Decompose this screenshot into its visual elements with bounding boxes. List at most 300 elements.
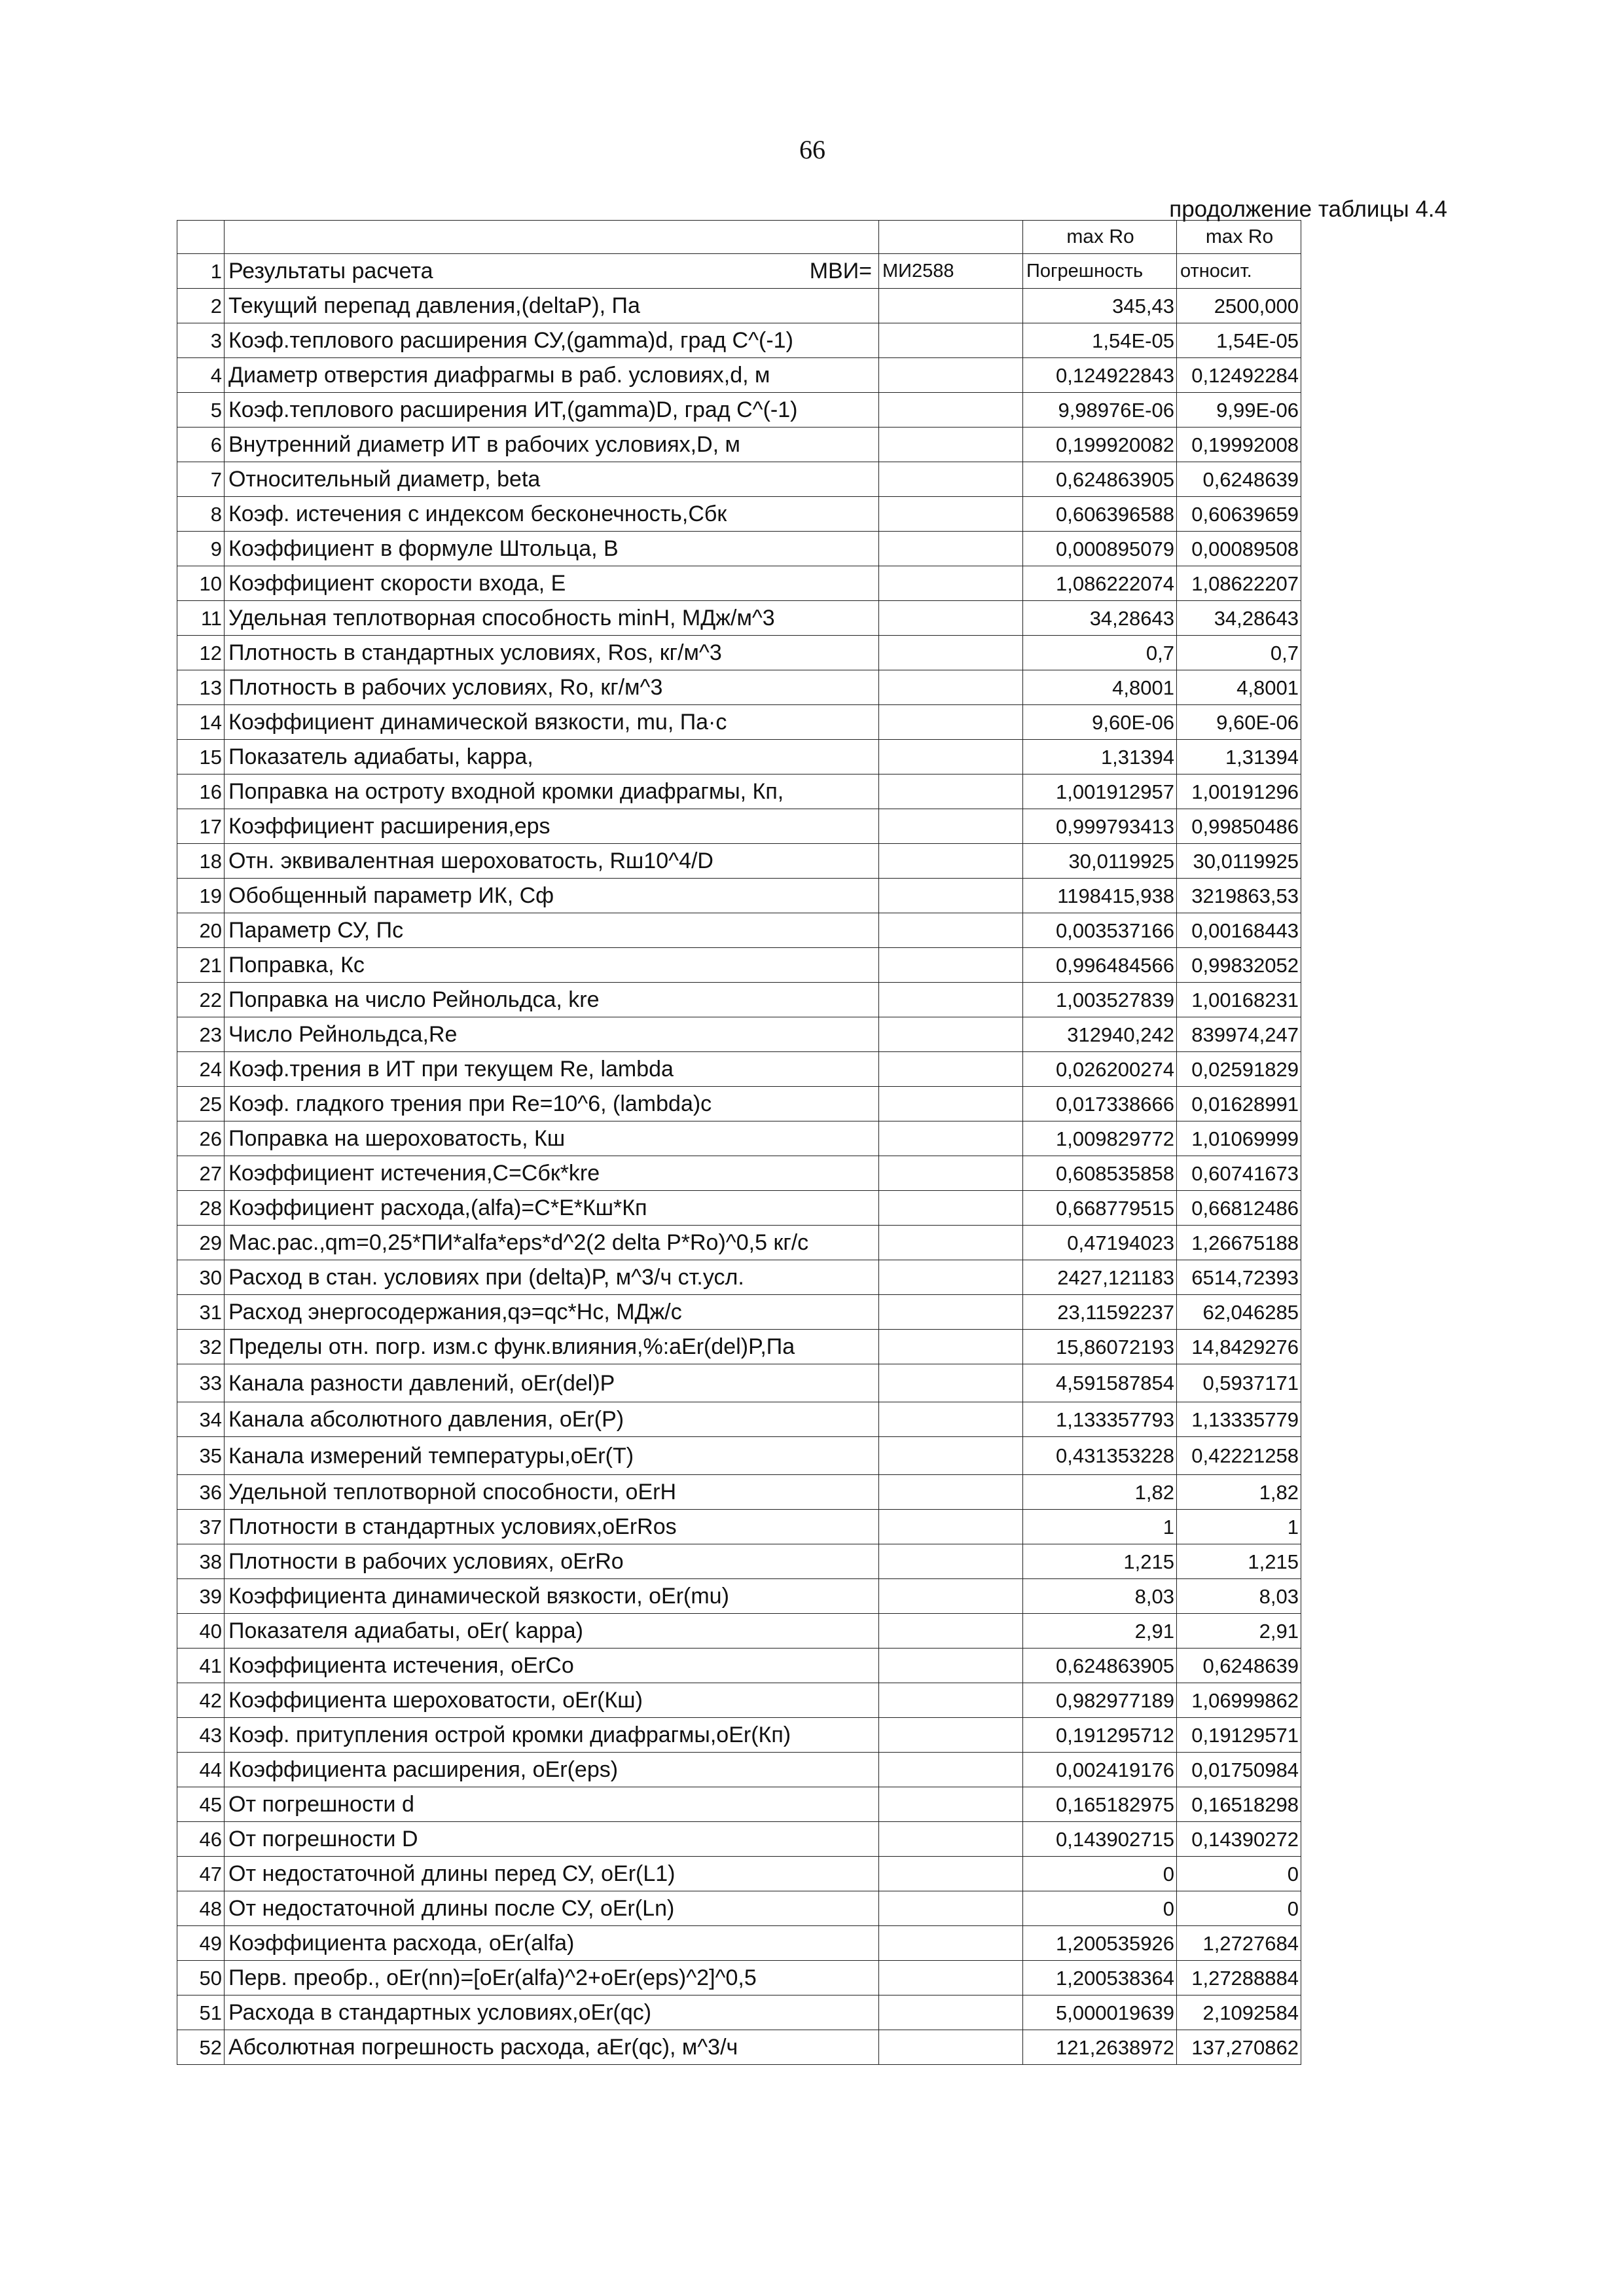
value-max-ro-a: 30,0119925 [1023,844,1177,879]
table-row [177,1226,1301,1260]
table-row [177,532,1301,566]
value-max-ro-b: 1,31394 [1177,740,1301,774]
parameter-name: Коэффициент расхода,(alfa)=С*Е*Кш*Кп [225,1191,879,1226]
value-max-ro-b: 0 [1177,1891,1301,1926]
empty-cell [879,1330,1023,1364]
table-row [177,462,1301,497]
row-index: 48 [177,1891,225,1926]
row-index: 24 [177,1052,225,1087]
parameter-name: Коэффициента расширения, oEr(eps) [225,1753,879,1787]
row-index: 43 [177,1718,225,1753]
value-max-ro-a: 0,191295712 [1023,1718,1177,1753]
table-row [177,1364,1301,1402]
value-max-ro-a: 1,82 [1023,1475,1177,1510]
empty-cell [879,1191,1023,1226]
table-row [177,393,1301,428]
table-row [177,1649,1301,1683]
value-max-ro-b: 2500,000 [1177,289,1301,323]
row-index: 35 [177,1437,225,1475]
row-index: 44 [177,1753,225,1787]
parameter-name: Канала абсолютного давления, oEr(P) [225,1402,879,1437]
table-row [177,879,1301,913]
empty-cell [879,1891,1023,1926]
parameter-name: Плотности в стандартных условиях,oErRos [225,1510,879,1544]
parameter-name: От погрешности d [225,1787,879,1822]
parameter-name: Коэффициент в формуле Штольца, В [225,532,879,566]
parameter-name: Коэф.теплового расширения СУ,(gamma)d, град С^(-1) [225,323,879,358]
table-row [177,774,1301,809]
table-row [177,1787,1301,1822]
parameter-name: Коэф.теплового расширения ИТ,(gamma)D, град С^(-1) [225,393,879,428]
value-max-ro-b: 1,2727684 [1177,1926,1301,1961]
table-row [177,1402,1301,1437]
table-row [177,1017,1301,1052]
row-index: 25 [177,1087,225,1121]
table-row [177,2030,1301,2065]
parameter-name: Канала разности давлений, oEr(del)P [225,1364,879,1402]
table-row [177,1295,1301,1330]
empty-cell [879,983,1023,1017]
row-index: 27 [177,1156,225,1191]
empty-cell [879,844,1023,879]
empty-cell [879,1156,1023,1191]
value-max-ro-b: 9,99E-06 [1177,393,1301,428]
value-max-ro-a: 23,11592237 [1023,1295,1177,1330]
value-max-ro-b: 34,28643 [1177,601,1301,636]
empty-cell [879,358,1023,393]
value-max-ro-a: 121,2638972 [1023,2030,1177,2065]
empty-cell [879,670,1023,705]
parameter-name: Коэффициента истечения, oErCo [225,1649,879,1683]
parameter-name: Коэффициент скорости входа, Е [225,566,879,601]
value-max-ro-a: 1,001912957 [1023,774,1177,809]
table-row [177,358,1301,393]
empty-cell [879,1649,1023,1683]
empty-cell [879,601,1023,636]
empty-cell [879,1052,1023,1087]
value-max-ro-b: 0,99850486 [1177,809,1301,844]
value-max-ro-b: 1,01069999 [1177,1121,1301,1156]
table-row [177,1330,1301,1364]
value-max-ro-b: 30,0119925 [1177,844,1301,879]
table-row [177,289,1301,323]
table-row [177,948,1301,983]
parameter-name: Поправка на остроту входной кромки диафрагмы, Кп, [225,774,879,809]
value-max-ro-a: 1,54E-05 [1023,323,1177,358]
value-max-ro-a: 0,026200274 [1023,1052,1177,1087]
empty-cell [879,1961,1023,1995]
relative-label: относит. [1177,254,1301,289]
parameter-name: Плотность в стандартных условиях, Ros, кг/м^3 [225,636,879,670]
value-max-ro-a: 0,124922843 [1023,358,1177,393]
header-blank-cell [225,221,879,254]
parameter-name: Расход в стан. условиях при (delta)P, м^3/ч ст.усл. [225,1260,879,1295]
value-max-ro-b: 0,01628991 [1177,1087,1301,1121]
parameter-name: Поправка на число Рейнольдса, kre [225,983,879,1017]
value-max-ro-a: 0,000895079 [1023,532,1177,566]
value-max-ro-b: 0,19992008 [1177,428,1301,462]
table-row [177,1822,1301,1857]
row-index: 32 [177,1330,225,1364]
empty-cell [879,1683,1023,1718]
row-index: 37 [177,1510,225,1544]
row-index: 12 [177,636,225,670]
value-max-ro-a: 1198415,938 [1023,879,1177,913]
value-max-ro-a: 0,017338666 [1023,1087,1177,1121]
parameter-name: Коэф. гладкого трения при Re=10^6, (lambda)c [225,1087,879,1121]
parameter-name: Расход энергосодержания,qэ=qc*Hc, МДж/с [225,1295,879,1330]
parameter-name: Коэф.трения в ИТ при текущем Re, lambda [225,1052,879,1087]
results-title-cell [225,254,879,289]
value-max-ro-a: 0,199920082 [1023,428,1177,462]
value-max-ro-b: 0,5937171 [1177,1364,1301,1402]
parameter-name: Коэффициента динамической вязкости, oEr(mu) [225,1579,879,1614]
table-row [177,1510,1301,1544]
table-row [177,1437,1301,1475]
row-index: 39 [177,1579,225,1614]
table-row [177,1191,1301,1226]
empty-cell [879,1718,1023,1753]
value-max-ro-b: 1,00191296 [1177,774,1301,809]
row-index: 9 [177,532,225,566]
row-index: 50 [177,1961,225,1995]
parameter-name: Абсолютная погрешность расхода, aEr(qc), м^3/ч [225,2030,879,2065]
empty-cell [879,1544,1023,1579]
value-max-ro-a: 0,165182975 [1023,1787,1177,1822]
value-max-ro-a: 8,03 [1023,1579,1177,1614]
row-index: 23 [177,1017,225,1052]
row-index: 16 [177,774,225,809]
table-row [177,1891,1301,1926]
column-header-max-ro-a: max Ro [1023,221,1177,254]
value-max-ro-a: 0,143902715 [1023,1822,1177,1857]
table-header-row [177,221,1301,254]
parameter-name: Расхода в стандартных условиях,oEr(qc) [225,1995,879,2030]
empty-cell [879,1226,1023,1260]
parameter-name: Коэф. истечения с индексом бесконечность,Сбк [225,497,879,532]
parameter-name: Поправка на шероховатость, Кш [225,1121,879,1156]
parameter-name: Коэф. притупления острой кромки диафрагмы,oEr(Кп) [225,1718,879,1753]
value-max-ro-b: 0,00168443 [1177,913,1301,948]
value-max-ro-a: 1,215 [1023,1544,1177,1579]
table-row [177,1718,1301,1753]
parameter-name: Мас.рас.,qm=0,25*ПИ*alfa*eps*d^2(2 delta P*Ro)^0,5 кг/с [225,1226,879,1260]
row-index: 15 [177,740,225,774]
value-max-ro-b: 1,215 [1177,1544,1301,1579]
row-index: 11 [177,601,225,636]
parameter-name: Поправка, Кс [225,948,879,983]
empty-cell [879,809,1023,844]
parameter-name: Плотность в рабочих условиях, Ro, кг/м^3 [225,670,879,705]
parameter-name: Коэффициент истечения,С=Сбк*kre [225,1156,879,1191]
value-max-ro-b: 1,13335779 [1177,1402,1301,1437]
value-max-ro-a: 1,086222074 [1023,566,1177,601]
parameter-name: Канала измерений температуры,oEr(T) [225,1437,879,1475]
error-label: Погрешность [1023,254,1177,289]
value-max-ro-a: 1 [1023,1510,1177,1544]
parameter-name: Коэффициента расхода, oEr(alfa) [225,1926,879,1961]
method-code: МИ2588 [879,254,1023,289]
value-max-ro-b: 0,02591829 [1177,1052,1301,1087]
value-max-ro-b: 1,08622207 [1177,566,1301,601]
value-max-ro-a: 0,624863905 [1023,1649,1177,1683]
empty-cell [879,393,1023,428]
results-title: Результаты расчета [228,259,433,283]
parameter-name: Внутренний диаметр ИТ в рабочих условиях,D, м [225,428,879,462]
value-max-ro-b: 0,66812486 [1177,1191,1301,1226]
value-max-ro-a: 0,999793413 [1023,809,1177,844]
value-max-ro-a: 34,28643 [1023,601,1177,636]
empty-cell [879,1402,1023,1437]
empty-cell [879,289,1023,323]
row-index: 29 [177,1226,225,1260]
value-max-ro-a: 1,003527839 [1023,983,1177,1017]
row-index: 38 [177,1544,225,1579]
row-index: 18 [177,844,225,879]
header-blank-cell [177,221,225,254]
empty-cell [879,774,1023,809]
table-row [177,1121,1301,1156]
value-max-ro-a: 312940,242 [1023,1017,1177,1052]
table-row [177,1961,1301,1995]
row-index: 41 [177,1649,225,1683]
calculation-results-table [177,220,1301,2065]
empty-cell [879,1121,1023,1156]
value-max-ro-a: 0,7 [1023,636,1177,670]
value-max-ro-b: 1,06999862 [1177,1683,1301,1718]
value-max-ro-a: 0,003537166 [1023,913,1177,948]
row-index: 33 [177,1364,225,1402]
row-index: 52 [177,2030,225,2065]
table-row [177,1544,1301,1579]
value-max-ro-b: 0,16518298 [1177,1787,1301,1822]
empty-cell [879,1260,1023,1295]
value-max-ro-a: 0,431353228 [1023,1437,1177,1475]
value-max-ro-b: 0,6248639 [1177,1649,1301,1683]
value-max-ro-b: 1 [1177,1510,1301,1544]
table-row [177,809,1301,844]
value-max-ro-b: 0,12492284 [1177,358,1301,393]
value-max-ro-b: 3219863,53 [1177,879,1301,913]
row-index: 31 [177,1295,225,1330]
value-max-ro-b: 0,60639659 [1177,497,1301,532]
value-max-ro-b: 9,60E-06 [1177,705,1301,740]
value-max-ro-b: 2,1092584 [1177,1995,1301,2030]
value-max-ro-b: 1,26675188 [1177,1226,1301,1260]
empty-cell [879,1017,1023,1052]
empty-cell [879,1857,1023,1891]
parameter-name: Параметр СУ, Пс [225,913,879,948]
value-max-ro-a: 0,996484566 [1023,948,1177,983]
parameter-name: Коэффициент динамической вязкости, mu, Па·с [225,705,879,740]
empty-cell [879,1364,1023,1402]
value-max-ro-a: 0 [1023,1857,1177,1891]
table-row [177,428,1301,462]
value-max-ro-a: 15,86072193 [1023,1330,1177,1364]
table-row [177,983,1301,1017]
row-index: 28 [177,1191,225,1226]
empty-cell [879,879,1023,913]
empty-cell [879,2030,1023,2065]
table-row [177,913,1301,948]
value-max-ro-b: 0,6248639 [1177,462,1301,497]
empty-cell [879,497,1023,532]
row-index: 34 [177,1402,225,1437]
row-index: 4 [177,358,225,393]
value-max-ro-a: 0,608535858 [1023,1156,1177,1191]
row-index: 2 [177,289,225,323]
value-max-ro-a: 1,200538364 [1023,1961,1177,1995]
parameter-name: Плотности в рабочих условиях, oErRo [225,1544,879,1579]
table-row [177,601,1301,636]
empty-cell [879,323,1023,358]
value-max-ro-a: 0,606396588 [1023,497,1177,532]
empty-cell [879,740,1023,774]
row-index: 47 [177,1857,225,1891]
row-index: 6 [177,428,225,462]
value-max-ro-b: 62,046285 [1177,1295,1301,1330]
value-max-ro-a: 2427,121183 [1023,1260,1177,1295]
empty-cell [879,1926,1023,1961]
empty-cell [879,1579,1023,1614]
value-max-ro-b: 8,03 [1177,1579,1301,1614]
parameter-name: Число Рейнольдса,Re [225,1017,879,1052]
table-row [177,670,1301,705]
parameter-name: Показателя адиабаты, oEr( kappa) [225,1614,879,1649]
column-header-max-ro-b: max Ro [1177,221,1301,254]
table-row [177,1052,1301,1087]
value-max-ro-b: 137,270862 [1177,2030,1301,2065]
value-max-ro-b: 0,00089508 [1177,532,1301,566]
row-index: 13 [177,670,225,705]
table-row [177,566,1301,601]
parameter-name: Удельная теплотворная способность minH, МДж/м^3 [225,601,879,636]
value-max-ro-a: 9,60E-06 [1023,705,1177,740]
table-row [177,705,1301,740]
table-row [177,497,1301,532]
value-max-ro-b: 4,8001 [1177,670,1301,705]
value-max-ro-a: 2,91 [1023,1614,1177,1649]
table-row [177,1683,1301,1718]
empty-cell [879,1995,1023,2030]
empty-cell [879,566,1023,601]
table-row [177,636,1301,670]
empty-cell [879,1087,1023,1121]
row-index: 1 [177,254,225,289]
value-max-ro-b: 0 [1177,1857,1301,1891]
table-row [177,1926,1301,1961]
table-row [177,323,1301,358]
empty-cell [879,1475,1023,1510]
table-continuation-caption: продолжение таблицы 4.4 [1169,196,1447,222]
parameter-name: Показатель адиабаты, kappa, [225,740,879,774]
page-number: 66 [799,135,825,164]
row-index: 20 [177,913,225,948]
empty-cell [879,532,1023,566]
row-index: 49 [177,1926,225,1961]
value-max-ro-b: 1,00168231 [1177,983,1301,1017]
parameter-name: Отн. эквивалентная шероховатость, Rш10^4/D [225,844,879,879]
value-max-ro-b: 2,91 [1177,1614,1301,1649]
parameter-name: Пределы отн. погр. изм.с функ.влияния,%:aEr(del)P,Па [225,1330,879,1364]
parameter-name: От погрешности D [225,1822,879,1857]
value-max-ro-b: 0,14390272 [1177,1822,1301,1857]
empty-cell [879,428,1023,462]
parameter-name: Обобщенный параметр ИК, Сф [225,879,879,913]
table-row [177,1579,1301,1614]
table-row [177,740,1301,774]
row-index: 10 [177,566,225,601]
value-max-ro-b: 839974,247 [1177,1017,1301,1052]
empty-cell [879,1753,1023,1787]
parameter-name: Текущий перепад давления,(deltaP), Па [225,289,879,323]
value-max-ro-b: 6514,72393 [1177,1260,1301,1295]
table-title-row [177,254,1301,289]
row-index: 26 [177,1121,225,1156]
parameter-name: Относительный диаметр, beta [225,462,879,497]
empty-cell [879,1437,1023,1475]
value-max-ro-a: 0,668779515 [1023,1191,1177,1226]
parameter-name: Коэффициент расширения,eps [225,809,879,844]
row-index: 7 [177,462,225,497]
row-index: 14 [177,705,225,740]
table-row [177,1857,1301,1891]
value-max-ro-b: 0,42221258 [1177,1437,1301,1475]
row-index: 17 [177,809,225,844]
parameter-name: От недостаточной длины перед СУ, oEr(L1) [225,1857,879,1891]
table-row [177,1614,1301,1649]
empty-cell [879,1822,1023,1857]
value-max-ro-a: 345,43 [1023,289,1177,323]
row-index: 3 [177,323,225,358]
value-max-ro-b: 1,27288884 [1177,1961,1301,1995]
header-blank-cell [879,221,1023,254]
value-max-ro-a: 1,009829772 [1023,1121,1177,1156]
value-max-ro-b: 0,01750984 [1177,1753,1301,1787]
empty-cell [879,913,1023,948]
empty-cell [879,948,1023,983]
row-index: 21 [177,948,225,983]
value-max-ro-b: 1,82 [1177,1475,1301,1510]
row-index: 19 [177,879,225,913]
value-max-ro-a: 1,200535926 [1023,1926,1177,1961]
row-index: 8 [177,497,225,532]
row-index: 30 [177,1260,225,1295]
empty-cell [879,1510,1023,1544]
value-max-ro-b: 1,54E-05 [1177,323,1301,358]
empty-cell [879,705,1023,740]
row-index: 46 [177,1822,225,1857]
row-index: 5 [177,393,225,428]
parameter-name: Коэффициента шероховатости, oEr(Кш) [225,1683,879,1718]
value-max-ro-a: 9,98976E-06 [1023,393,1177,428]
parameter-name: От недостаточной длины после СУ, oEr(Ln) [225,1891,879,1926]
value-max-ro-a: 1,31394 [1023,740,1177,774]
value-max-ro-b: 0,19129571 [1177,1718,1301,1753]
value-max-ro-a: 4,591587854 [1023,1364,1177,1402]
empty-cell [879,1787,1023,1822]
value-max-ro-a: 5,000019639 [1023,1995,1177,2030]
row-index: 22 [177,983,225,1017]
value-max-ro-b: 0,7 [1177,636,1301,670]
value-max-ro-a: 0,624863905 [1023,462,1177,497]
value-max-ro-a: 4,8001 [1023,670,1177,705]
empty-cell [879,1614,1023,1649]
value-max-ro-b: 0,99832052 [1177,948,1301,983]
table-row [177,1087,1301,1121]
empty-cell [879,1295,1023,1330]
value-max-ro-a: 0,47194023 [1023,1226,1177,1260]
